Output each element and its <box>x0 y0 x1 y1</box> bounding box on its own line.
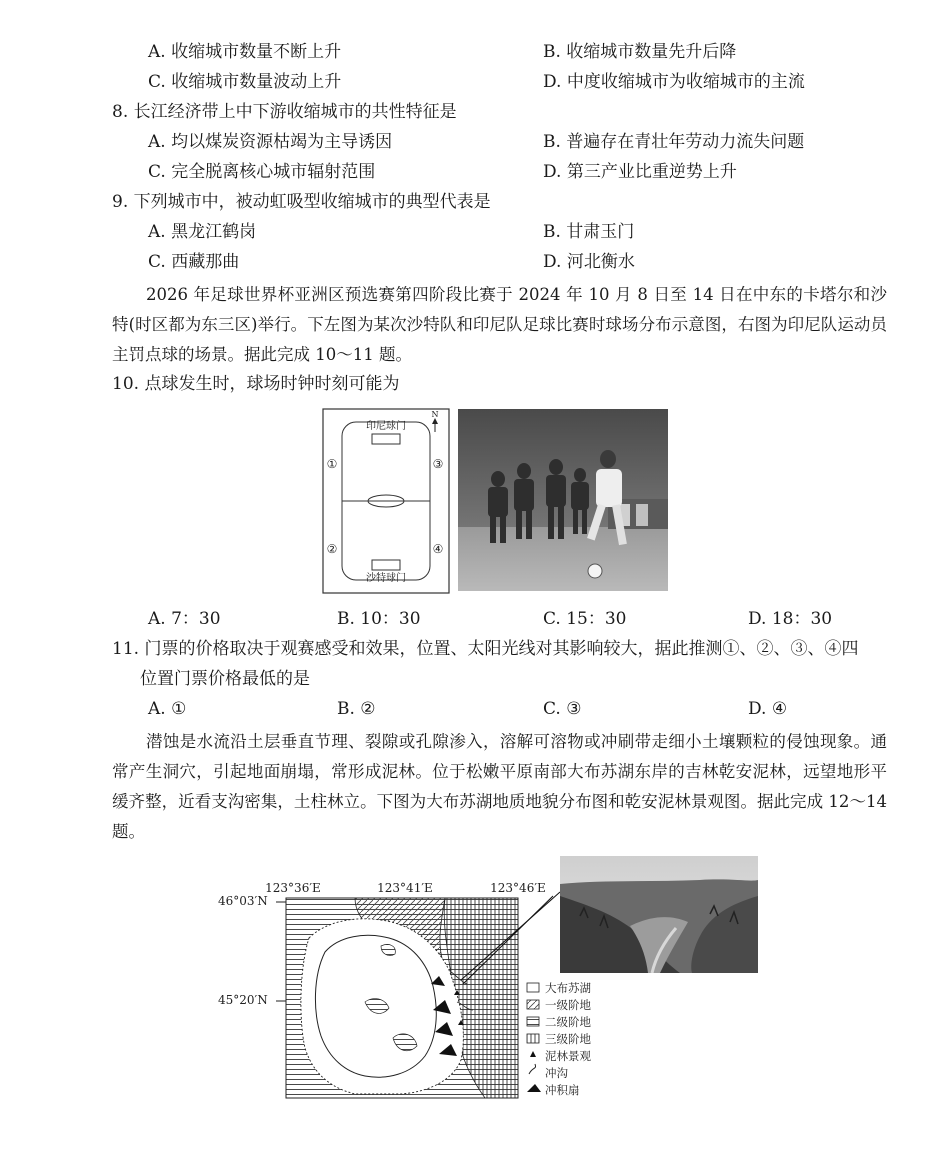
q11-option-c: C. ③ <box>543 699 582 719</box>
legend-gully: 冲沟 <box>545 1066 568 1080</box>
q8-stem: 8. 长江经济带上中下游收缩城市的共性特征是 <box>112 102 457 122</box>
q8-option-c: C. 完全脱离核心城市辐射范围 <box>148 162 376 182</box>
lat-label-1: 46°03′N <box>218 894 268 908</box>
legend-terrace-1: 一级阶地 <box>545 998 591 1012</box>
penalty-kick-photo <box>458 409 668 591</box>
q9-option-b: B. 甘肃玉门 <box>543 222 635 242</box>
q10-option-b: B. 10：30 <box>337 609 421 629</box>
q11-stem-line2: 位置门票价格最低的是 <box>140 669 310 689</box>
position-1-label: ① <box>326 457 338 471</box>
q11-option-a: A. ① <box>148 699 187 719</box>
q7-option-d: D. 中度收缩城市为收缩城市的主流 <box>543 72 805 92</box>
top-goal-label: 印尼球门 <box>366 421 406 432</box>
q10-stem: 10. 点球发生时，球场时钟时刻可能为 <box>112 374 400 394</box>
passage-mud-forest: 潜蚀是水流沿土层垂直节理、裂隙或孔隙渗入，溶解可溶物或冲刷带走细小土壤颗粒的侵蚀现象。通常产生洞穴，引起地面崩塌，常形成泥林。位于松嫩平原南部大布苏湖东岸的吉林乾安泥林，远望地形平缓齐整，近看支沟密集，土柱林立。下图为大布苏湖地质地貌分布图和乾安泥林景观图。据此完成 12～14 题。 <box>112 732 887 841</box>
position-2-label: ② <box>326 542 338 556</box>
q11-option-b: B. ② <box>337 699 376 719</box>
q10-option-d: D. 18：30 <box>748 609 833 629</box>
lon-label-3: 123°46′E <box>490 881 546 895</box>
position-3-label: ③ <box>432 457 444 471</box>
lat-label-2: 45°20′N <box>218 993 268 1007</box>
q10-option-c: C. 15：30 <box>543 609 627 629</box>
passage-football: 2026 年足球世界杯亚洲区预选赛第四阶段比赛于 2024 年 10 月 8 日至 14 日在中东的卡塔尔和沙特(时区都为东三区)举行。下左图为某次沙特队和印尼队足球比赛时球场分布示意图，右图为印尼队运动员主罚点球的场景。据此完成 10～11 题。 <box>112 285 887 364</box>
q11-stem-line1: 11. 门票的价格取决于观赛感受和效果，位置、太阳光线对其影响较大，据此推测①、②、③、④四 <box>112 639 859 659</box>
q7-option-a: A. 收缩城市数量不断上升 <box>148 42 342 62</box>
q10-option-a: A. 7：30 <box>148 609 221 629</box>
football-field-diagram <box>322 408 450 594</box>
legend-terrace-3: 三级阶地 <box>545 1032 591 1046</box>
q9-option-d: D. 河北衡水 <box>543 252 635 272</box>
map-legend <box>527 981 591 1097</box>
q8-option-d: D. 第三产业比重逆势上升 <box>543 162 737 182</box>
lon-label-1: 123°36′E <box>265 881 321 895</box>
legend-lake: 大布苏湖 <box>545 981 591 995</box>
dabusu-lake-map <box>205 852 605 1100</box>
position-4-label: ④ <box>432 542 444 556</box>
legend-mud-forest: 泥林景观 <box>545 1049 591 1063</box>
bottom-goal-label: 沙特球门 <box>366 573 406 584</box>
q9-option-c: C. 西藏那曲 <box>148 252 240 272</box>
q7-option-b: B. 收缩城市数量先升后降 <box>543 42 737 62</box>
legend-terrace-2: 二级阶地 <box>545 1015 591 1029</box>
q8-option-a: A. 均以煤炭资源枯竭为主导诱因 <box>148 132 393 152</box>
q8-option-b: B. 普遍存在青壮年劳动力流失问题 <box>543 132 805 152</box>
legend-alluvial-fan: 冲积扇 <box>545 1083 580 1097</box>
q9-stem: 9. 下列城市中，被动虹吸型收缩城市的典型代表是 <box>112 192 491 212</box>
mud-forest-landscape-photo <box>560 856 758 973</box>
lon-label-2: 123°41′E <box>377 881 433 895</box>
north-label: N <box>431 410 439 419</box>
q7-option-c: C. 收缩城市数量波动上升 <box>148 72 342 92</box>
q11-option-d: D. ④ <box>748 699 788 719</box>
q9-option-a: A. 黑龙江鹤岗 <box>148 222 257 242</box>
